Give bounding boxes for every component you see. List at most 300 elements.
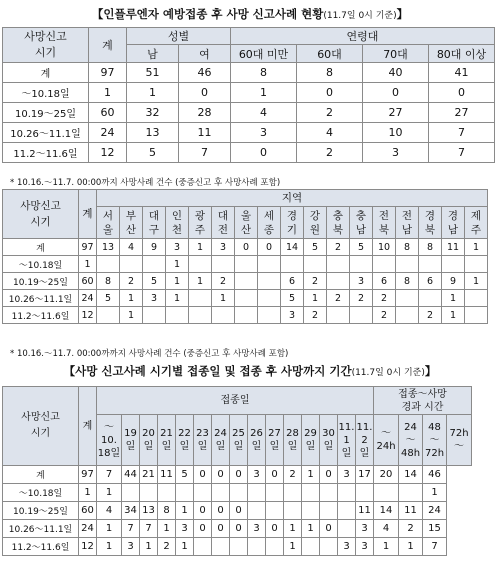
data-cell: 1 [212,290,235,307]
data-cell: 46 [179,63,231,83]
data-cell [120,256,143,273]
subheader-cell: 80대 이상 [429,45,495,63]
data-cell: 24 [79,290,97,307]
table-row [3,103,495,123]
data-cell: 12 [79,538,97,556]
data-cell [302,502,320,520]
data-cell: 0 [320,466,338,484]
title-bracket: 】 [424,364,437,378]
data-cell: 1 [97,484,122,502]
data-cell: 0 [231,143,297,163]
table-vaccination-date [2,386,472,556]
data-cell [212,256,235,273]
data-cell [122,484,140,502]
date-header: 19 일 [122,415,140,466]
data-cell: 2 [327,239,350,256]
table1-title [0,6,500,22]
table-row [3,83,495,103]
data-cell: 11 [442,239,465,256]
row-label: 11.2～11.6일 [3,307,79,324]
region-header: 경 북 [419,207,442,239]
data-cell: 1 [166,256,189,273]
table-row [3,520,472,538]
data-cell: 28 [179,103,231,123]
data-cell [97,256,120,273]
table-region [2,189,488,324]
data-cell [320,484,338,502]
data-cell: 8 [231,63,297,83]
header-vaccination-date: 접종일 [97,387,374,415]
data-cell: 27 [363,103,429,123]
region-header: 충 북 [327,207,350,239]
data-cell: 8 [158,502,176,520]
row-label: ～10.18일 [3,256,79,273]
row-label: 11.2～11.6일 [3,538,79,556]
data-cell: 2 [373,307,396,324]
data-cell: 0 [429,83,495,103]
data-cell [248,538,266,556]
interval-header: 24 ～ 48h [399,415,423,466]
data-cell: 3 [281,307,304,324]
header-sex: 성별 [127,28,231,45]
table-row [3,538,472,556]
footnote-2: * 10.16.～11.7. 00:00까까지 사망사례 건수 (중증신고 후 사망사례 포함) [10,349,289,359]
data-cell: 20 [374,466,399,484]
data-cell: 0 [179,83,231,103]
data-cell: 1 [465,273,488,290]
data-cell [373,256,396,273]
data-cell: 8 [396,239,419,256]
table-row [3,502,472,520]
data-cell: 1 [302,466,320,484]
data-cell: 24 [423,502,447,520]
title-date: (11.7일 0시 기준) [351,368,425,378]
data-cell [189,290,212,307]
data-cell [356,484,374,502]
data-cell: 41 [429,63,495,83]
region-header: 전 남 [396,207,419,239]
data-cell [212,538,230,556]
data-cell: 5 [304,239,327,256]
data-cell: 13 [127,123,179,143]
data-cell: 3 [338,538,356,556]
data-cell: 97 [79,466,97,484]
data-cell: 0 [194,502,212,520]
data-cell: 4 [374,520,399,538]
data-cell: 0 [230,520,248,538]
data-cell: 1 [374,538,399,556]
data-cell: 0 [194,520,212,538]
data-cell: 2 [284,466,302,484]
data-cell [281,256,304,273]
data-cell: 60 [89,103,127,123]
data-cell: 1 [304,290,327,307]
date-header: 26 일 [248,415,266,466]
data-cell [419,256,442,273]
data-cell: 2 [419,307,442,324]
data-cell: 2 [350,290,373,307]
data-cell: 5 [281,290,304,307]
data-cell [327,273,350,290]
table-row [3,63,495,83]
table-row [3,273,488,290]
data-cell: 2 [158,538,176,556]
title-bracket: 】 [396,7,409,21]
data-cell: 1 [284,538,302,556]
data-cell: 8 [297,63,363,83]
data-cell [143,307,166,324]
table-row [3,256,488,273]
row-label: 10.26～11.1일 [3,520,79,538]
data-cell: 1 [231,83,297,103]
data-cell [399,484,423,502]
data-cell [158,484,176,502]
date-header: 24 일 [212,415,230,466]
data-cell: 1 [465,239,488,256]
data-cell: 12 [89,143,127,163]
data-cell [248,484,266,502]
data-cell [396,307,419,324]
data-cell: 1 [189,239,212,256]
data-cell: 2 [120,273,143,290]
title-text: 【인플루엔자 예방접종 후 사망 신고사례 현황 [91,7,324,21]
region-header: 울 산 [235,207,258,239]
data-cell: 1 [442,307,465,324]
row-label: ～10.18일 [3,484,79,502]
subheader-cell: 70대 [363,45,429,63]
data-cell [166,307,189,324]
data-cell: 60 [79,273,97,290]
row-label: 계 [3,466,79,484]
header-total: 계 [79,387,97,466]
data-cell [258,307,281,324]
data-cell [194,484,212,502]
data-cell: 3 [212,239,235,256]
data-cell: 10 [363,123,429,143]
data-cell [212,484,230,502]
data-cell [235,307,258,324]
data-cell [235,273,258,290]
data-cell: 2 [297,143,363,163]
data-cell [327,307,350,324]
data-cell [419,290,442,307]
date-header: 21 일 [158,415,176,466]
data-cell [327,256,350,273]
data-cell [235,290,258,307]
data-cell: 46 [423,466,447,484]
interval-header: ～ 24h [374,415,399,466]
data-cell: 14 [374,502,399,520]
region-header: 대 구 [143,207,166,239]
data-cell [338,502,356,520]
date-header: 20 일 [140,415,158,466]
data-cell [396,256,419,273]
region-header: 대 전 [212,207,235,239]
data-cell: 13 [140,502,158,520]
data-cell: 2 [373,290,396,307]
header-period: 사망신고 시기 [3,28,89,63]
data-cell: 7 [97,466,122,484]
data-cell: 0 [320,520,338,538]
data-cell: 0 [258,239,281,256]
data-cell [266,502,284,520]
row-label: 10.26～11.1일 [3,123,89,143]
data-cell: 4 [97,502,122,520]
region-header: 충 남 [350,207,373,239]
data-cell: 1 [97,538,122,556]
data-cell [284,484,302,502]
row-label: 10.26～11.1일 [3,290,79,307]
data-cell: 2 [327,290,350,307]
data-cell: 0 [212,520,230,538]
data-cell: 0 [212,466,230,484]
data-cell [350,307,373,324]
data-cell [465,256,488,273]
row-label: 10.19～25일 [3,103,89,123]
data-cell: 2 [304,273,327,290]
data-cell: 7 [423,538,447,556]
data-cell: 40 [363,63,429,83]
data-cell: 0 [297,83,363,103]
data-cell [258,290,281,307]
data-cell: 3 [338,466,356,484]
header-age: 연령대 [231,28,495,45]
data-cell: 5 [143,273,166,290]
data-cell [465,290,488,307]
data-cell: 1 [140,538,158,556]
region-header: 인 천 [166,207,189,239]
table3-title [0,363,500,379]
data-cell: 0 [363,83,429,103]
data-cell: 97 [79,239,97,256]
subheader-cell: 60대 미만 [231,45,297,63]
data-cell: 11 [179,123,231,143]
region-header: 서 울 [97,207,120,239]
data-cell: 32 [127,103,179,123]
data-cell: 5 [127,143,179,163]
data-cell: 1 [97,520,122,538]
data-cell: 0 [212,502,230,520]
data-cell [302,538,320,556]
region-header: 세 종 [258,207,281,239]
data-cell [143,256,166,273]
data-cell [350,256,373,273]
data-cell: 3 [356,538,374,556]
data-cell [140,484,158,502]
data-cell: 5 [97,290,120,307]
data-cell: 2 [212,273,235,290]
data-cell: 7 [140,520,158,538]
data-cell [258,256,281,273]
region-header: 강 원 [304,207,327,239]
data-cell: 3 [166,239,189,256]
data-cell: 51 [127,63,179,83]
data-cell [266,538,284,556]
data-cell: 4 [297,123,363,143]
region-header: 부 산 [120,207,143,239]
data-cell [235,256,258,273]
data-cell: 27 [429,103,495,123]
region-header: 경 기 [281,207,304,239]
data-cell [302,484,320,502]
subheader-cell: 60대 [297,45,363,63]
interval-header: 72h ～ [447,415,472,466]
data-cell: 8 [97,273,120,290]
data-cell: 1 [176,538,194,556]
data-cell [194,538,212,556]
header-interval: 접종～사망 경과 시간 [374,387,472,415]
data-cell [320,502,338,520]
table-row [3,290,488,307]
data-cell: 1 [284,520,302,538]
date-header: 25 일 [230,415,248,466]
data-cell: 3 [248,520,266,538]
data-cell: 5 [176,466,194,484]
data-cell: 3 [143,290,166,307]
date-header: 30 일 [320,415,338,466]
data-cell: 6 [419,273,442,290]
table-row [3,123,495,143]
region-header: 광 주 [189,207,212,239]
table-row [3,239,488,256]
date-header: ～ 10. 18일 [97,415,122,466]
data-cell: 13 [97,239,120,256]
data-cell: 5 [350,239,373,256]
table-row [3,307,488,324]
data-cell: 6 [281,273,304,290]
data-cell: 14 [281,239,304,256]
data-cell: 3 [231,123,297,143]
header-total: 계 [89,28,127,63]
data-cell: 0 [230,466,248,484]
subheader-cell: 여 [179,45,231,63]
data-cell: 4 [120,239,143,256]
row-label: 계 [3,239,79,256]
data-cell: 1 [423,484,447,502]
table-row [3,484,472,502]
data-cell [338,484,356,502]
data-cell [396,290,419,307]
data-cell: 24 [89,123,127,143]
data-cell: 3 [176,520,194,538]
data-cell [442,256,465,273]
data-cell: 4 [231,103,297,123]
data-cell: 7 [429,143,495,163]
data-cell [248,502,266,520]
data-cell: 1 [176,502,194,520]
data-cell: 12 [79,307,97,324]
data-cell [230,538,248,556]
data-cell: 34 [122,502,140,520]
data-cell [189,307,212,324]
data-cell: 1 [79,256,97,273]
data-cell: 1 [127,83,179,103]
table-row [3,143,495,163]
data-cell: 0 [230,502,248,520]
data-cell [189,256,212,273]
data-cell: 0 [266,466,284,484]
header-total: 계 [79,190,97,239]
data-cell: 2 [399,520,423,538]
data-cell: 7 [429,123,495,143]
region-header: 제 주 [465,207,488,239]
data-cell: 6 [373,273,396,290]
date-header: 23 일 [194,415,212,466]
data-cell [230,484,248,502]
data-cell: 1 [120,290,143,307]
row-label: 10.19～25일 [3,273,79,290]
data-cell: 17 [356,466,374,484]
row-label: 계 [3,63,89,83]
data-cell: 11 [356,502,374,520]
region-header: 경 남 [442,207,465,239]
date-header: 28 일 [284,415,302,466]
date-header: 27 일 [266,415,284,466]
data-cell: 15 [423,520,447,538]
row-label: ～10.18일 [3,83,89,103]
header-period: 사망신고 시기 [3,387,79,466]
date-header: 22 일 [176,415,194,466]
data-cell: 3 [248,466,266,484]
data-cell: 1 [120,307,143,324]
data-cell: 21 [140,466,158,484]
data-cell: 0 [235,239,258,256]
data-cell [212,307,235,324]
data-cell: 1 [89,83,127,103]
data-cell: 1 [399,538,423,556]
data-cell: 1 [79,484,97,502]
data-cell: 7 [179,143,231,163]
data-cell: 10 [373,239,396,256]
header-region: 지역 [97,190,488,207]
data-cell [176,484,194,502]
data-cell: 7 [122,520,140,538]
region-header: 전 북 [373,207,396,239]
data-cell: 11 [399,502,423,520]
data-cell: 1 [442,290,465,307]
table-sex-age [2,27,495,163]
data-cell: 1 [166,290,189,307]
data-cell: 0 [266,520,284,538]
date-header: 29 일 [302,415,320,466]
data-cell: 1 [166,273,189,290]
data-cell: 2 [297,103,363,123]
data-cell: 2 [304,307,327,324]
data-cell: 44 [122,466,140,484]
data-cell: 1 [302,520,320,538]
data-cell: 9 [143,239,166,256]
header-period: 사망신고 시기 [3,190,79,239]
data-cell [266,484,284,502]
data-cell: 11 [158,466,176,484]
title-date: (11.7일 0시 기준) [323,11,397,21]
data-cell [465,307,488,324]
data-cell: 8 [396,273,419,290]
date-header: 11. 2 일 [356,415,374,466]
title-text: 【사망 신고사례 시기별 접종일 및 접종 후 사망까지 기간 [63,364,352,378]
date-header: 11. 1 일 [338,415,356,466]
data-cell [320,538,338,556]
table-row [3,466,472,484]
data-cell: 97 [89,63,127,83]
footnote-1: * 10.16.～11.7. 00:00까지 사망사례 건수 (중증신고 후 사망사례 포함) [10,178,281,188]
data-cell [284,502,302,520]
data-cell [97,307,120,324]
data-cell [304,256,327,273]
row-label: 11.2～11.6일 [3,143,89,163]
interval-header: 48 ～ 72h [423,415,447,466]
data-cell: 3 [350,273,373,290]
